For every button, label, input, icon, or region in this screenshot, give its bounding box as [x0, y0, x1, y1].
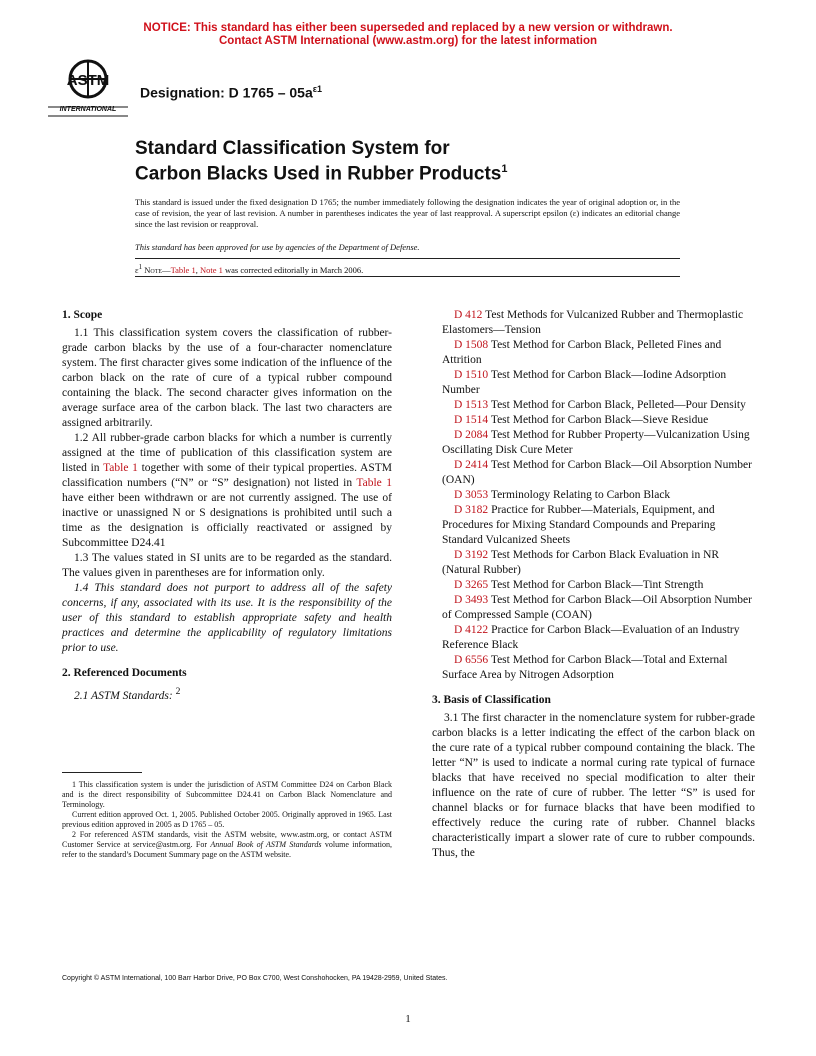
reference-item: D 1514 Test Method for Carbon Black—Sieve Residue [454, 414, 709, 426]
page-title [135, 138, 507, 184]
notice-banner [0, 22, 816, 48]
reference-link[interactable]: D 3493 [454, 594, 489, 606]
footnote-1: 1 This classification system is under the jurisdiction of ASTM Committee D24 on Carbon Black and is the direct responsibility of Subcommittee D24.41 on Carbon Black Nomenclature and Terminology. [62, 780, 392, 809]
section-heading-scope: 1. Scope [62, 309, 103, 321]
reference-link[interactable]: D 3053 [454, 489, 489, 501]
divider [135, 258, 680, 259]
footnotes [62, 780, 392, 860]
reference-link[interactable]: D 3192 [454, 549, 489, 561]
link-table-1[interactable]: Table 1 [170, 264, 196, 275]
reference-link[interactable]: D 2084 [454, 429, 489, 441]
footnote-1-approval: Current edition approved Oct. 1, 2005. Published October 2005. Originally approved in 1965. Last previous edition approved in 2005 as D 1765 – 05. [62, 810, 392, 829]
astm-logo [46, 55, 130, 117]
paragraph-1-3: 1.3 The values stated in SI units are to be regarded as the standard. The values given in parentheses are for information only. [62, 552, 392, 579]
reference-link[interactable]: D 1510 [454, 369, 489, 381]
reference-item: D 3192 Test Methods for Carbon Black Evaluation in NR (Natural Rubber) [442, 549, 720, 576]
reference-item: D 1513 Test Method for Carbon Black, Pelleted—Pour Density [454, 399, 746, 411]
footnote-divider [62, 772, 142, 773]
designation-epsilon: ε1 [312, 84, 323, 94]
title-line-2: Carbon Blacks Used in Rubber Products$^1$ [135, 163, 508, 185]
reference-link[interactable]: D 3265 [454, 579, 489, 591]
reference-item: D 3265 Test Method for Carbon Black—Tint Strength [454, 579, 704, 591]
footnote-2: 2 For referenced ASTM standards, visit the ASTM website, www.astm.org, or contact ASTM Customer Service at service@astm.org. For Annual Book of ASTM Standards volume information, refer to the standard’s Document Summary page on the ASTM website. [62, 830, 393, 859]
link-table-1[interactable]: Table 1 [103, 462, 138, 474]
reference-link[interactable]: D 6556 [454, 654, 489, 666]
reference-item: D 412 Test Methods for Vulcanized Rubber and Thermoplastic Elastomers—Tension [442, 309, 744, 336]
paragraph-2-1: 2.1 ASTM Standards: $^2$ [74, 686, 181, 702]
reference-item: D 6556 Test Method for Carbon Black—Total and External Surface Area by Nitrogen Adsorption [442, 654, 728, 681]
link-table-1[interactable]: Table 1 [356, 477, 392, 489]
paragraph-3-1: 3.1 The first character in the nomenclature system for rubber-grade carbon blacks is a letter indicating the effect of the carbon black on the cure rate of a typical rubber compound containing the black. The letter “N” is used to indicate a normal curing rate typical of furnace blacks that have received no special modification to alter their influence on the rate of cure of rubber. The letter “S” is used for channel blacks or for furnace blacks that have been modified to effectively reduce the curing rate of rubber. Channel blacks characteristically impart a slower rate of cure to rubber compounds. Thus, the [432, 712, 755, 859]
reference-link[interactable]: D 412 [454, 309, 483, 321]
editorial-note: $\varepsilon^1$ Note—Table 1, Note 1 was corrected editorially in March 2006. [135, 263, 364, 275]
section-heading-basis: 3. Basis of Classification [432, 694, 551, 706]
reference-item: D 1510 Test Method for Carbon Black—Iodine Adsorption Number [442, 369, 727, 396]
reference-link[interactable]: D 3182 [454, 504, 489, 516]
section-heading-referenced-documents: 2. Referenced Documents [62, 667, 187, 679]
reference-link[interactable]: D 1508 [454, 339, 489, 351]
logo-wordmark: INTERNATIONAL [59, 106, 117, 113]
reference-link[interactable]: D 1514 [454, 414, 489, 426]
notice-line-1: NOTICE: This standard has either been superseded and replaced by a new version or withdrawn. [143, 22, 673, 34]
reference-link[interactable]: D 2414 [454, 459, 489, 471]
dod-approval: This standard has been approved for use by agencies of the Department of Defense. [135, 242, 420, 252]
reference-item: D 3182 Practice for Rubber—Materials, Equipment, and Procedures for Mixing Standard Compounds and Preparing Standard Vulcanized Sheets [442, 504, 716, 546]
divider [135, 276, 680, 277]
reference-item: D 2084 Test Method for Rubber Property—Vulcanization Using Oscillating Disk Cure Meter [442, 429, 750, 456]
notice-line-2: Contact ASTM International (www.astm.org) for the latest information [218, 35, 598, 47]
reference-list [432, 308, 755, 683]
reference-item: D 3053 Terminology Relating to Carbon Black [454, 489, 671, 501]
title-line-1: Standard Classification System for [135, 138, 450, 159]
reference-item: D 4122 Practice for Carbon Black—Evaluation of an Industry Reference Black [442, 624, 740, 651]
page-number: 1 [405, 1013, 411, 1025]
reference-link[interactable]: D 4122 [454, 624, 489, 636]
reference-item: D 3493 Test Method for Carbon Black—Oil Absorption Number of Compressed Sample (COAN) [442, 594, 752, 621]
link-note-1[interactable]: Note 1 [199, 264, 223, 275]
reference-link[interactable]: D 1513 [454, 399, 489, 411]
paragraph-1-2: 1.2 All rubber-grade carbon blacks for which a number is currently assigned at the time of publication of this classification system are listed in Table 1 together with some of their typical properties. ASTM classification numbers (“N” or “S” designation) not listed in Table 1 have either been withdrawn or are not currently assigned. The use of inactive or unassigned N or S designations is prohibited until such a time as the designation is officially reactivated or assigned by Subcommittee D24.41 [62, 432, 392, 549]
paragraph-1-1: 1.1 This classification system covers the classification of rubber-grade carbon blacks by the use of a four-character nomenclature system. The first character gives some indication of the influence of the carbon black on the rate of cure of a typical rubber compound containing the black. The second character gives information on the average surface area of the carbon black. The last two characters are assigned arbitrarily. [62, 327, 392, 429]
reference-item: D 2414 Test Method for Carbon Black—Oil Absorption Number (OAN) [442, 459, 752, 486]
paragraph-1-4: 1.4 This standard does not purport to address all of the safety concerns, if any, associated with its use. It is the responsibility of the user of this standard to establish appropriate safety and health practices and determine the applicability of regulatory limitations prior to use. [62, 582, 392, 654]
reference-item: D 1508 Test Method for Carbon Black, Pelleted Fines and Attrition [442, 339, 722, 366]
designation: Designation: D $1765 - 05a^{\varepsilon 1}$ [140, 84, 323, 101]
right-column [432, 308, 755, 861]
left-column [62, 308, 392, 704]
intro-paragraph: This standard is issued under the fixed designation D 1765; the number immediately following the designation indicates the year of original adoption or, in the case of revision, the year of last revision. A number in parentheses indicates the year of last reapproval. A superscript epsilon (ε) indicates an editorial change since the last revision or reapproval. [135, 197, 680, 229]
copyright: Copyright © ASTM International, 100 Barr Harbor Drive, PO Box C700, West Conshohocken, PA 19428-2959, United States. [62, 975, 448, 982]
svg-text:ASTM: ASTM [66, 72, 110, 89]
